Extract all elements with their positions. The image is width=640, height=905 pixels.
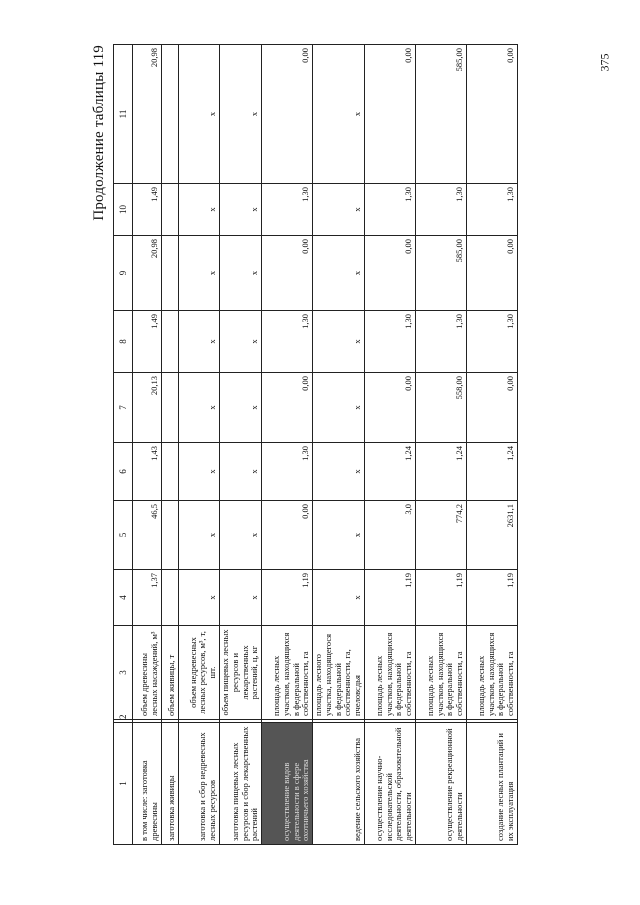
value-cell: 1,37 xyxy=(133,570,162,626)
value-cell: 20,98 xyxy=(133,236,162,311)
value-cell: 1,30 xyxy=(364,311,415,373)
header-row xyxy=(114,45,133,845)
value-cell: x xyxy=(179,236,220,311)
value-cell: x xyxy=(220,570,262,626)
value-cell: x xyxy=(313,236,365,311)
value-cell: 0,00 xyxy=(466,236,517,311)
value-cell: 1,30 xyxy=(415,311,466,373)
indicator-cell: объем древесины лесных насаждений, м³ xyxy=(133,626,162,720)
indicator-cell: объем недревесных лесных ресурсов, м³, т, шт. xyxy=(179,626,220,720)
value-cell: 1,30 xyxy=(415,184,466,236)
value-cell: x xyxy=(179,443,220,501)
value-cell: 1,30 xyxy=(262,311,313,373)
rotated-page xyxy=(91,45,553,845)
indicator-cell: площадь лесных участков, находящихся в федеральной собственности, га xyxy=(262,626,313,720)
value-cell: x xyxy=(220,443,262,501)
value-cell: 0,00 xyxy=(262,501,313,570)
value-cell: 1,19 xyxy=(364,570,415,626)
value-cell: 585,00 xyxy=(415,45,466,184)
activity-cell: осуществление научно-исследовательской деятельности, образовательной деятельности xyxy=(364,723,415,845)
value-cell: 20,13 xyxy=(133,373,162,443)
table-row xyxy=(415,45,466,845)
value-cell: x xyxy=(313,311,365,373)
value-cell: x xyxy=(179,501,220,570)
table-row xyxy=(179,45,220,845)
table-row xyxy=(162,45,179,845)
table-row xyxy=(220,45,262,845)
value-cell: 1,19 xyxy=(262,570,313,626)
value-cell: 0,00 xyxy=(262,45,313,184)
value-cell: 2631,1 xyxy=(466,501,517,570)
column-header: 9 xyxy=(114,236,133,311)
value-cell: x xyxy=(179,373,220,443)
value-cell: 3,0 xyxy=(364,501,415,570)
value-cell: x xyxy=(220,45,262,184)
column-header: 6 xyxy=(114,443,133,501)
indicator-cell: объем живицы, т xyxy=(162,626,179,720)
value-cell: 1,30 xyxy=(364,184,415,236)
value-cell: 0,00 xyxy=(262,373,313,443)
value-cell: x xyxy=(313,373,365,443)
activity-cell: ведение сельского хозяйства xyxy=(313,723,365,845)
value-cell: 1,30 xyxy=(466,184,517,236)
activity-cell-highlighted: осуществление видов деятельности в сфере охотничьего хозяйства xyxy=(262,723,313,845)
page-number: 375 xyxy=(597,53,612,72)
value-cell: 1,24 xyxy=(364,443,415,501)
indicator-cell: площадь лесных участков, находящихся в федеральной собственности, га xyxy=(364,626,415,720)
value-cell: x xyxy=(313,443,365,501)
value-cell: 20,98 xyxy=(133,45,162,184)
value-cell: 585,00 xyxy=(415,236,466,311)
table-row xyxy=(262,45,313,845)
value-cell: 1,24 xyxy=(415,443,466,501)
value-cell: x xyxy=(179,570,220,626)
value-cell: 558,00 xyxy=(415,373,466,443)
value-cell: 1,43 xyxy=(133,443,162,501)
column-header: 8 xyxy=(114,311,133,373)
value-cell: x xyxy=(220,184,262,236)
column-header: 3 xyxy=(114,626,133,720)
column-header: 4 xyxy=(114,570,133,626)
activity-cell: заготовка живицы xyxy=(162,723,179,845)
value-cell: 774,2 xyxy=(415,501,466,570)
value-cell: x xyxy=(220,373,262,443)
value-cell: 0,00 xyxy=(364,236,415,311)
column-header: 1 xyxy=(114,723,133,845)
activity-cell: создание лесных плантаций и их эксплуатация xyxy=(466,723,517,845)
table-row xyxy=(313,45,365,845)
indicator-cell: площадь лесных участков, находящихся в федеральной собственности, га xyxy=(415,626,466,720)
value-cell: 1,24 xyxy=(466,443,517,501)
value-cell: 0,00 xyxy=(466,45,517,184)
value-cell: 0,00 xyxy=(262,236,313,311)
value-cell: x xyxy=(220,311,262,373)
value-cell: 0,00 xyxy=(364,373,415,443)
value-cell: 1,30 xyxy=(262,443,313,501)
indicator-cell: площадь лесного участка, находящегося в федеральной собственности, га, пчеловсдья xyxy=(313,626,365,720)
value-cell: x xyxy=(220,236,262,311)
value-cell: 0,00 xyxy=(364,45,415,184)
table-row xyxy=(466,45,517,845)
table-caption: Продолжение таблицы 119 xyxy=(91,45,107,221)
table-row xyxy=(133,45,162,845)
value-cell: 1,49 xyxy=(133,184,162,236)
value-cell: x xyxy=(313,501,365,570)
rotated-content xyxy=(91,45,553,845)
column-header: 2 xyxy=(114,720,133,723)
value-cell: x xyxy=(313,45,365,184)
data-table xyxy=(113,44,518,845)
value-cell: 1,30 xyxy=(466,311,517,373)
value-cell: 0,00 xyxy=(466,373,517,443)
column-header: 10 xyxy=(114,184,133,236)
table-row xyxy=(364,45,415,845)
value-cell: x xyxy=(179,311,220,373)
value-cell: 1,30 xyxy=(262,184,313,236)
value-cell: x xyxy=(179,45,220,184)
activity-cell: заготовка и сбор недревесных лесных ресурсов xyxy=(179,723,220,845)
indicator-cell: объем пищевых лесных ресурсов и лекарственных растений, ц, кг xyxy=(220,626,262,720)
value-cell: 1,49 xyxy=(133,311,162,373)
value-cell: x xyxy=(313,184,365,236)
value-cell: x xyxy=(220,501,262,570)
value-cell: 46,5 xyxy=(133,501,162,570)
activity-cell: в том числе: заготовка древесины xyxy=(133,723,162,845)
activity-cell: осуществление рекреационной деятельности xyxy=(415,723,466,845)
value-cell: 1,19 xyxy=(466,570,517,626)
value-cell: 1,19 xyxy=(415,570,466,626)
activity-cell: заготовка пищевых лесных ресурсов и сбор лекарственных растений xyxy=(220,723,262,845)
value-cell: x xyxy=(179,184,220,236)
column-header: 7 xyxy=(114,373,133,443)
column-header: 5 xyxy=(114,501,133,570)
column-header: 11 xyxy=(114,45,133,184)
value-cell: x xyxy=(313,570,365,626)
indicator-cell: площадь лесных участков, находящихся в федеральной собственности, га xyxy=(466,626,517,720)
